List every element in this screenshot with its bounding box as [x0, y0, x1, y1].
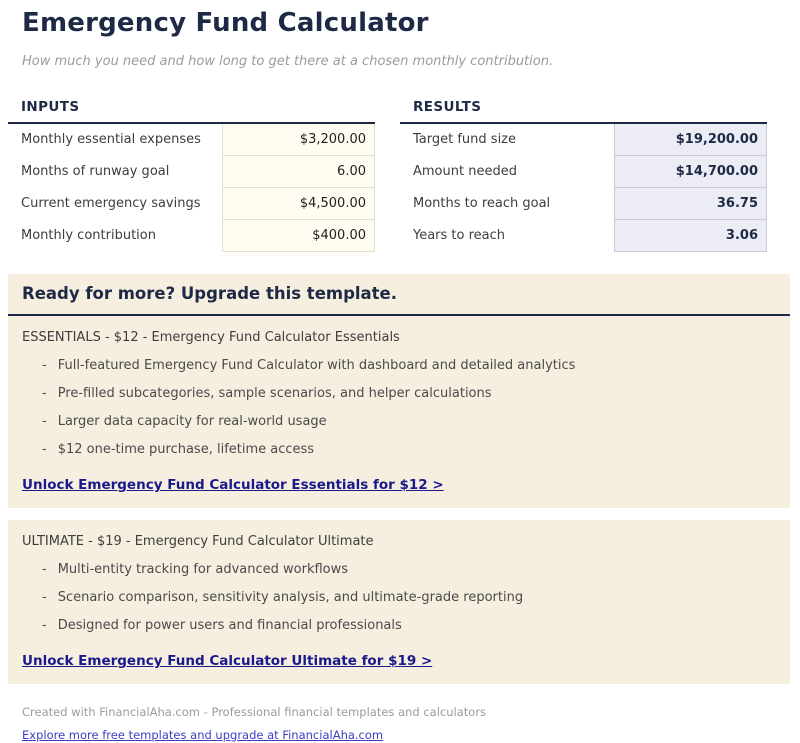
- result-cell-amount-needed: $14,700.00: [615, 156, 767, 188]
- input-cell-monthly-essential-expenses[interactable]: $3,200.00: [223, 124, 375, 156]
- table-row: [8, 220, 375, 252]
- list-item: - Designed for power users and financial professionals: [42, 618, 776, 633]
- inputs-section: [8, 99, 375, 252]
- result-label-amount-needed: Amount needed: [413, 164, 517, 179]
- table-row: [400, 188, 767, 220]
- list-item: - Scenario comparison, sensitivity analysis, and ultimate-grade reporting: [42, 590, 776, 605]
- upgrade-banner-title: Ready for more? Upgrade this template.: [8, 274, 790, 316]
- result-label-target-fund-size: Target fund size: [413, 132, 516, 148]
- table-row: [400, 156, 767, 188]
- input-label-current-emergency-savings: Current emergency savings: [21, 196, 201, 211]
- input-label-monthly-contribution: Monthly contribution: [21, 228, 156, 243]
- result-label-months-to-reach-goal: Months to reach goal: [413, 196, 551, 211]
- list-item: - Multi-entity tracking for advanced workflows: [42, 562, 776, 577]
- input-cell-months-of-runway-goal[interactable]: 6.00: [223, 156, 375, 188]
- table-row: [8, 156, 375, 188]
- footer: [22, 705, 800, 743]
- tier-ultimate-title: ULTIMATE - $19 - Emergency Fund Calculator Ultimate: [22, 534, 374, 549]
- list-item: - Full-featured Emergency Fund Calculator with dashboard and detailed analytics: [42, 358, 776, 373]
- tier-ultimate: [8, 520, 790, 684]
- page-subtitle: How much you need and how long to get there at a chosen monthly contribution.: [22, 54, 554, 69]
- input-label-months-of-runway-goal: Months of runway goal: [21, 164, 170, 179]
- unlock-ultimate-link[interactable]: Unlock Emergency Fund Calculator Ultimate for $19 >: [22, 653, 433, 669]
- list-item: - Larger data capacity for real-world usage: [42, 414, 776, 429]
- table-row: [400, 124, 767, 156]
- input-cell-current-emergency-savings[interactable]: $4,500.00: [223, 188, 375, 220]
- footer-credit-text: Created with FinancialAha.com - Professional financial templates and calculators: [22, 705, 487, 719]
- table-row: [8, 124, 375, 156]
- results-header: RESULTS: [400, 99, 767, 124]
- list-item: - Pre-filled subcategories, sample scenarios, and helper calculations: [42, 386, 776, 401]
- input-label-monthly-essential-expenses: Monthly essential expenses: [21, 132, 201, 148]
- tier-essentials-title: ESSENTIALS - $12 - Emergency Fund Calculator Essentials: [22, 330, 400, 345]
- result-cell-years-to-reach: 3.06: [615, 220, 767, 252]
- footer-explore-link[interactable]: Explore more free templates and upgrade at FinancialAha.com: [22, 728, 384, 742]
- page-title: Emergency Fund Calculator: [22, 8, 429, 38]
- inputs-table: [8, 124, 375, 252]
- tier-essentials: [8, 316, 790, 508]
- unlock-essentials-link[interactable]: Unlock Emergency Fund Calculator Essentials for $12 >: [22, 477, 444, 493]
- results-table: [400, 124, 767, 252]
- results-section: [400, 99, 767, 252]
- result-cell-target-fund-size: $19,200.00: [615, 124, 767, 156]
- result-label-years-to-reach: Years to reach: [413, 228, 506, 243]
- table-row: [400, 220, 767, 252]
- result-cell-months-to-reach-goal: 36.75: [615, 188, 767, 220]
- input-cell-monthly-contribution[interactable]: $400.00: [223, 220, 375, 252]
- list-item: - $12 one-time purchase, lifetime access: [42, 442, 776, 457]
- table-row: [8, 188, 375, 220]
- inputs-header: INPUTS: [8, 99, 375, 124]
- calculator-tables: [8, 99, 767, 252]
